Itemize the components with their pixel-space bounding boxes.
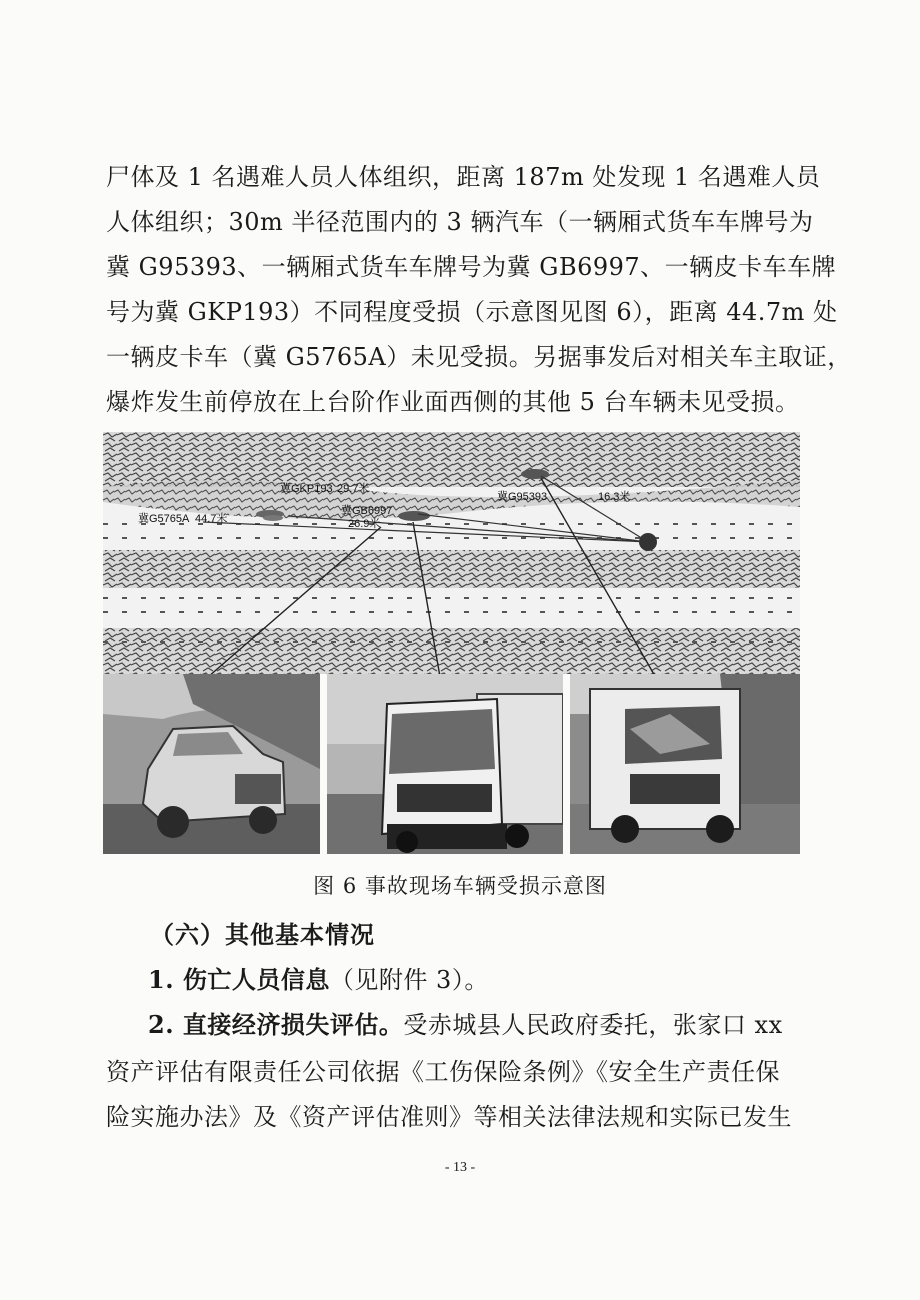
body-line-6: 爆炸发生前停放在上台阶作业面西侧的其他 5 台车辆未见受损。 xyxy=(106,388,800,416)
body-line-1: 尸体及 1 名遇难人员人体组织，距离 187m 处发现 1 名遇难人员 xyxy=(106,163,821,191)
body-line-2: 人体组织；30m 半径范围内的 3 辆汽车（一辆厢式货车车牌号为 xyxy=(106,208,814,236)
label-g95393-distance: 16.3米 xyxy=(598,491,631,503)
item-1-text: （见附件 3）。 xyxy=(329,966,489,994)
upper-slope xyxy=(103,432,800,487)
accident-figure xyxy=(103,432,800,852)
site-schematic-drawing xyxy=(103,432,800,674)
item-2-line-2: 资产评估有限责任公司依据《工伤保险条例》《安全生产责任保 xyxy=(106,1058,780,1086)
label-gkp193-distance: 29.7米 xyxy=(337,483,370,495)
middle-bench xyxy=(103,550,800,588)
label-gkp193: 冀GKP193 xyxy=(280,483,333,495)
body-line-3: 冀 G95393、一辆厢式货车车牌号为冀 GB6997、一辆皮卡车车牌 xyxy=(106,253,837,281)
lower-bench xyxy=(103,628,800,674)
item-2 xyxy=(148,1005,783,1040)
item-2-line-3: 险实施办法》及《资产评估准则》等相关法律法规和实际已发生 xyxy=(106,1103,792,1131)
pickup-truck-image xyxy=(103,674,320,854)
figure-caption: 图 6 事故现场车辆受损示意图 xyxy=(313,874,607,898)
label-g5765a-distance: 44.7米 xyxy=(195,513,228,525)
site-schematic xyxy=(103,432,800,674)
label-g5765a: 冀G5765A xyxy=(138,513,190,525)
item-1-title: 1. 伤亡人员信息 xyxy=(148,965,330,994)
photo-pickup-truck xyxy=(103,674,320,854)
box-truck-image xyxy=(327,674,563,854)
photo-box-truck-front xyxy=(327,674,563,854)
body-line-4: 号为冀 GKP193）不同程度受损（示意图见图 6），距离 44.7m 处 xyxy=(106,298,838,326)
item-2-title: 2. 直接经济损失评估。 xyxy=(148,1010,404,1039)
item-2-text: 受赤城县人民政府委托，张家口 xx xyxy=(403,1011,783,1039)
label-gb6997-distance: 26.9米 xyxy=(348,518,381,530)
photo-damaged-truck xyxy=(570,674,800,854)
body-line-5: 一辆皮卡车（冀 G5765A）未见受损。另据事发后对相关车主取证， xyxy=(106,343,852,371)
section-heading: （六）其他基本情况 xyxy=(150,920,375,949)
damaged-truck-image xyxy=(570,674,800,854)
item-1 xyxy=(148,960,489,995)
label-g95393: 冀G95393 xyxy=(497,491,548,503)
explosion-point-icon xyxy=(639,533,657,551)
page-number: - 13 - xyxy=(444,1160,476,1175)
label-gb6997: 冀GB6997 xyxy=(341,505,393,517)
